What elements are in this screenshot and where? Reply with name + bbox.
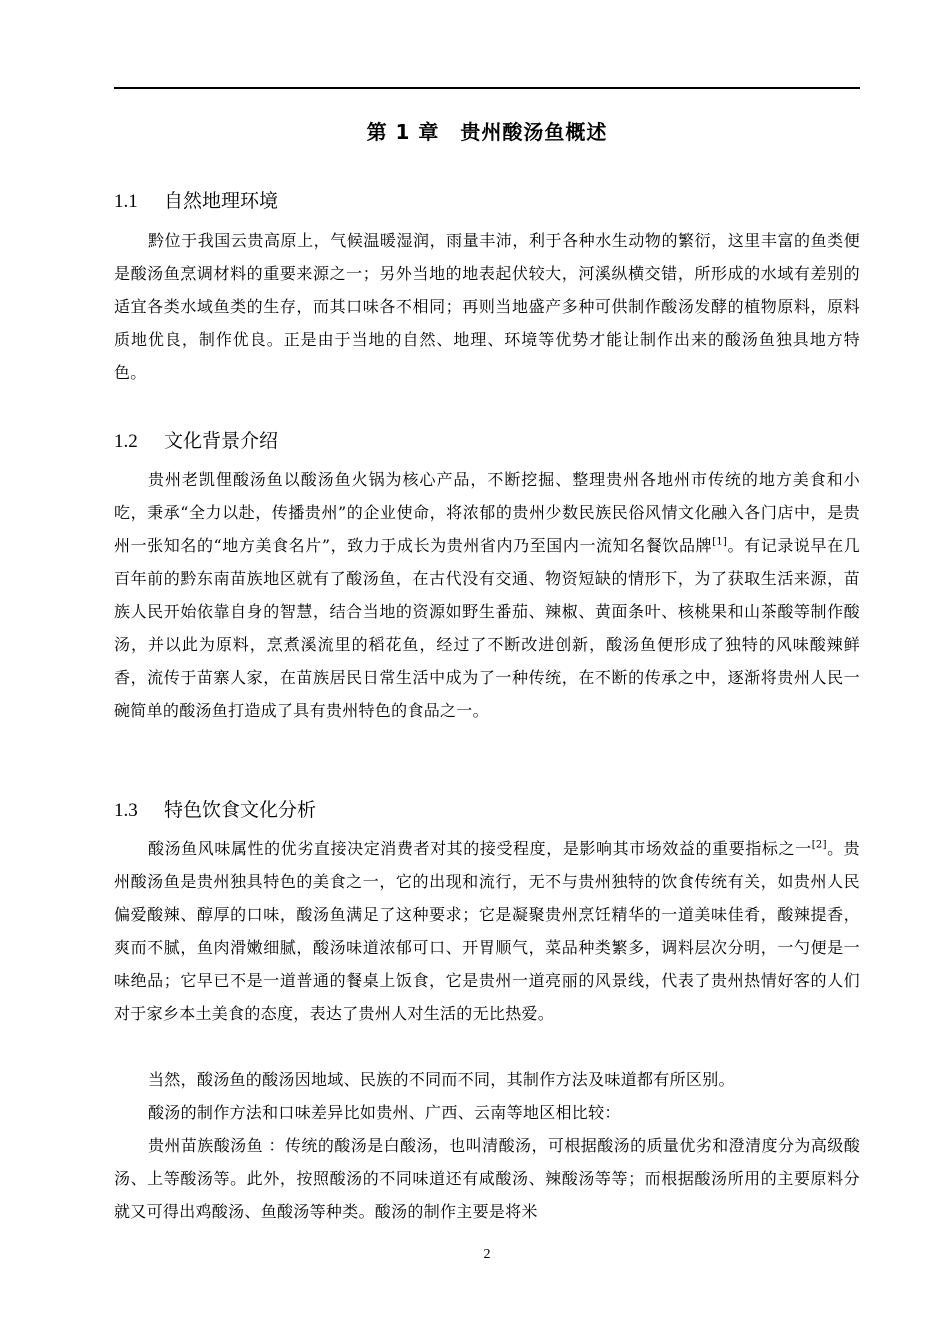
paragraph (114, 463, 860, 727)
paragraph-text: 酸汤鱼风味属性的优劣直接决定消费者对其的接受程度，是影响其市场效益的重要指标之一 (148, 839, 812, 858)
section-title: 文化背景介绍 (164, 430, 279, 452)
paragraph: 酸汤的制作方法和口味差异比如贵州、广西、云南等地区相比较： (148, 1103, 621, 1122)
citation-ref: [1] (712, 536, 728, 548)
section-title: 自然地理环境 (164, 190, 279, 212)
section-heading-1-1 (114, 186, 860, 213)
chapter-title: 第 1 章 贵州酸汤鱼概述 (366, 120, 608, 144)
page-number: 2 (483, 1247, 491, 1262)
paragraph-text: 贵州老凯俚酸汤鱼以酸汤鱼火锅为核心产品，不断挖掘、整理贵州各地州市传统的地方美食和小吃，秉承“全力以赴，传播贵州”的企业使命，将浓郁的贵州少数民族民俗风情文化融入各门店中，是贵州一张知名的“地方美食名片”，致力于成长为贵州省内乃至国内一流知名餐饮品牌 (114, 470, 860, 555)
section-heading-1-3 (114, 795, 860, 822)
paragraph (114, 832, 860, 1030)
section-title: 特色饮食文化分析 (164, 799, 317, 821)
section-heading-1-2 (114, 426, 860, 453)
section-number: 1.2 (114, 431, 138, 452)
section-number: 1.1 (114, 191, 138, 212)
header-rule (114, 87, 860, 89)
paragraph-text: 。有记录说早在几百年前的黔东南苗族地区就有了酸汤鱼，在古代没有交通、物资短缺的情形下，为了获取生活来源，苗族人民开始依靠自身的智慧，结合当地的资源如野生番茄、辣椒、黄面条叶、核桃果和山茶酸等制作酸汤，并以此为原料，烹煮溪流里的稻花鱼，经过了不断改进创新，酸汤鱼便形成了独特的风味酸辣鲜香，流传于苗寨人家，在苗族居民日常生活中成为了一种传统，在不断的传承之中，逐渐将贵州人民一碗简单的酸汤鱼打造成了具有贵州特色的食品之一。 (114, 536, 860, 720)
citation-ref: [2] (811, 839, 827, 851)
paragraph-text: 。贵州酸汤鱼是贵州独具特色的美食之一，它的出现和流行，无不与贵州独特的饮食传统有关，如贵州人民偏爱酸辣、醇厚的口味，酸汤鱼满足了这种要求；它是凝聚贵州烹饪精华的一道美味佳肴，酸辣提香，爽而不腻，鱼肉滑嫩细腻，酸汤味道浓郁可口、开胃顺气，菜品种类繁多，调料层次分明，一勺便是一味绝品；它早已不是一道普通的餐桌上饭食，它是贵州一道亮丽的风景线，代表了贵州热情好客的人们对于家乡本土美食的态度，表达了贵州人对生活的无比热爱。 (114, 839, 860, 1023)
paragraph: 贵州苗族酸汤鱼 ：传统的酸汤是白酸汤，也叫清酸汤，可根据酸汤的质量优劣和澄清度分为高级酸汤、上等酸汤等。此外，按照酸汤的不同味道还有咸酸汤、辣酸汤等等；而根据酸汤所用的主要原料分就又可得出鸡酸汤、鱼酸汤等种类。酸汤的制作主要是将米 (114, 1136, 860, 1221)
paragraph: 黔位于我国云贵高原上，气候温暖湿润，雨量丰沛，利于各种水生动物的繁衍，这里丰富的鱼类便是酸汤鱼烹调材料的重要来源之一；另外当地的地表起伏较大，河溪纵横交错，所形成的水域有差别的适宜各类水域鱼类的生存，而其口味各不相同；再则当地盛产多种可供制作酸汤发酵的植物原料，原料质地优良，制作优良。正是由于当地的自然、地理、环境等优势才能让制作出来的酸汤鱼独具地方特色。 (114, 231, 860, 382)
paragraph: 当然，酸汤鱼的酸汤因地域、民族的不同而不同，其制作方法及味道都有所区别。 (148, 1070, 735, 1089)
section-number: 1.3 (114, 800, 138, 821)
